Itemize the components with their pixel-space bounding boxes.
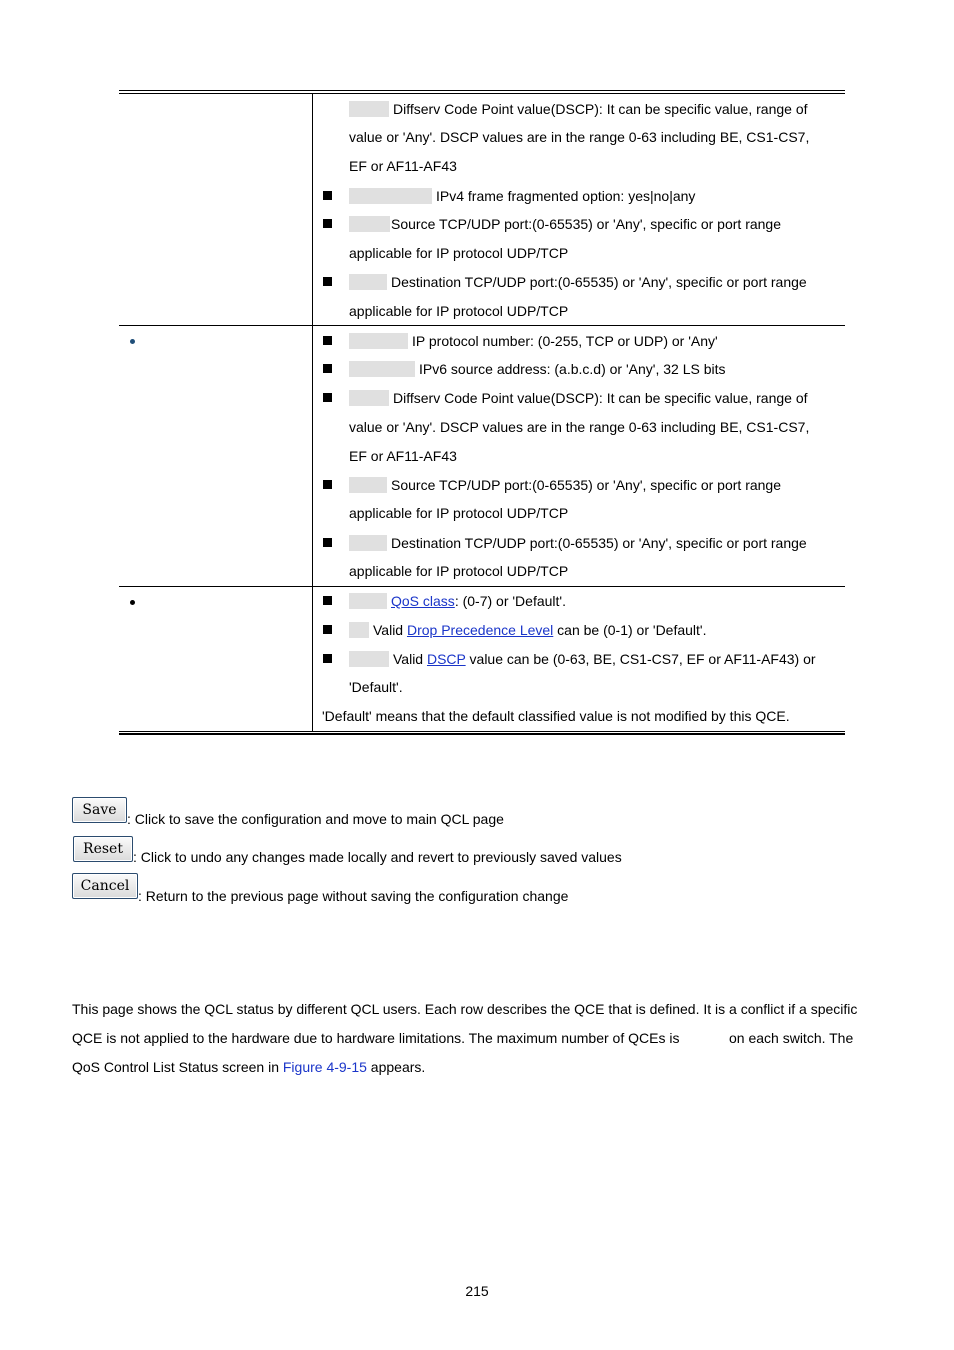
square-bullet-icon xyxy=(323,191,332,200)
row3-dscp: Valid DSCP value can be (0-63, BE, CS1-CS7, EF or AF11-AF43) or xyxy=(349,650,816,668)
table-column-divider xyxy=(312,94,313,731)
redacted-term xyxy=(349,477,387,493)
cancel-button[interactable]: Cancel xyxy=(72,873,138,899)
qos-class-link[interactable]: QoS class xyxy=(391,593,455,609)
redacted-term xyxy=(349,188,432,204)
blue-dot-bullet-icon xyxy=(130,339,135,344)
row2-sip: IPv6 source address: (a.b.c.d) or 'Any', 32 LS bits xyxy=(349,360,726,378)
square-bullet-icon xyxy=(323,596,332,605)
page-number: 215 xyxy=(465,1283,489,1299)
redacted-term xyxy=(349,101,389,117)
reset-description: : Click to undo any changes made locally and revert to previously saved values xyxy=(133,849,622,865)
dot-bullet-icon xyxy=(130,600,135,605)
row3-dscp-line2: 'Default'. xyxy=(349,679,403,695)
row3-default-note: 'Default' means that the default classified value is not modified by this QCE. xyxy=(322,708,790,724)
square-bullet-icon xyxy=(323,393,332,402)
square-bullet-icon xyxy=(323,654,332,663)
row1-dscp-line1: Diffserv Code Point value(DSCP): It can be specific value, range of xyxy=(349,100,808,118)
redacted-term xyxy=(349,390,389,406)
cancel-description: : Return to the previous page without saving the configuration change xyxy=(138,888,569,904)
square-bullet-icon xyxy=(323,538,332,547)
square-bullet-icon xyxy=(323,219,332,228)
intro-line-3: QoS Control List Status screen in Figure 4-9-15 appears. xyxy=(72,1059,426,1075)
redacted-term xyxy=(349,622,369,638)
dscp-link[interactable]: DSCP xyxy=(426,651,466,667)
row1-sport-line1: Source TCP/UDP port:(0-65535) or 'Any', specific or port range xyxy=(349,215,781,233)
row2-dport-line1: Destination TCP/UDP port:(0-65535) or 'Any', specific or port range xyxy=(349,534,807,552)
table-top-rule-inner xyxy=(119,93,845,94)
table-top-rule xyxy=(119,90,845,91)
save-description: : Click to save the configuration and move to main QCL page xyxy=(127,811,504,827)
table-bottom-rule-inner xyxy=(119,731,845,732)
row1-dport-line2: applicable for IP protocol UDP/TCP xyxy=(349,303,569,319)
figure-link[interactable]: Figure 4-9-15 xyxy=(282,1059,367,1075)
intro-line-2b: on each switch. The xyxy=(729,1030,854,1046)
redacted-term xyxy=(349,333,408,349)
row2-dport-line2: applicable for IP protocol UDP/TCP xyxy=(349,563,569,579)
row1-dscp-line2: value or 'Any'. DSCP values are in the range 0-63 including BE, CS1-CS7, xyxy=(349,129,810,145)
row-divider xyxy=(119,325,845,326)
row2-sport-line1: Source TCP/UDP port:(0-65535) or 'Any', specific or port range xyxy=(349,476,781,494)
row1-fragment: IPv4 frame fragmented option: yes|no|any xyxy=(349,187,695,205)
redacted-term xyxy=(349,593,387,609)
row2-dscp-line1: Diffserv Code Point value(DSCP): It can be specific value, range of xyxy=(349,389,808,407)
square-bullet-icon xyxy=(323,480,332,489)
row3-dpl: Valid Drop Precedence Level can be (0-1) or 'Default'. xyxy=(349,621,707,639)
row3-class: QoS class: (0-7) or 'Default'. xyxy=(349,592,566,610)
row2-dscp-line2: value or 'Any'. DSCP values are in the range 0-63 including BE, CS1-CS7, xyxy=(349,419,810,435)
square-bullet-icon xyxy=(323,336,332,345)
redacted-term xyxy=(349,274,387,290)
square-bullet-icon xyxy=(323,277,332,286)
row2-sport-line2: applicable for IP protocol UDP/TCP xyxy=(349,505,569,521)
table-bottom-rule xyxy=(119,733,845,735)
row2-dscp-line3: EF or AF11-AF43 xyxy=(349,448,457,464)
row2-proto: IP protocol number: (0-255, TCP or UDP) or 'Any' xyxy=(349,332,718,350)
row1-dscp-line3: EF or AF11-AF43 xyxy=(349,158,457,174)
intro-line-1: This page shows the QCL status by different QCL users. Each row describes the QCE that is defined. It is a conflict if a specific xyxy=(72,1001,858,1017)
redacted-term xyxy=(349,651,389,667)
drop-precedence-link[interactable]: Drop Precedence Level xyxy=(406,622,554,638)
row-divider xyxy=(119,586,845,587)
redacted-term xyxy=(349,535,387,551)
square-bullet-icon xyxy=(323,625,332,634)
row1-sport-line2: applicable for IP protocol UDP/TCP xyxy=(349,245,569,261)
square-bullet-icon xyxy=(323,364,332,373)
save-button[interactable]: Save xyxy=(72,797,127,823)
reset-button[interactable]: Reset xyxy=(73,836,133,862)
row1-dport-line1: Destination TCP/UDP port:(0-65535) or 'Any', specific or port range xyxy=(349,273,807,291)
redacted-term xyxy=(349,361,415,377)
parameter-table xyxy=(119,90,845,735)
redacted-term xyxy=(349,216,390,232)
intro-line-2a: QCE is not applied to the hardware due to hardware limitations. The maximum number of QCEs is xyxy=(72,1030,680,1046)
